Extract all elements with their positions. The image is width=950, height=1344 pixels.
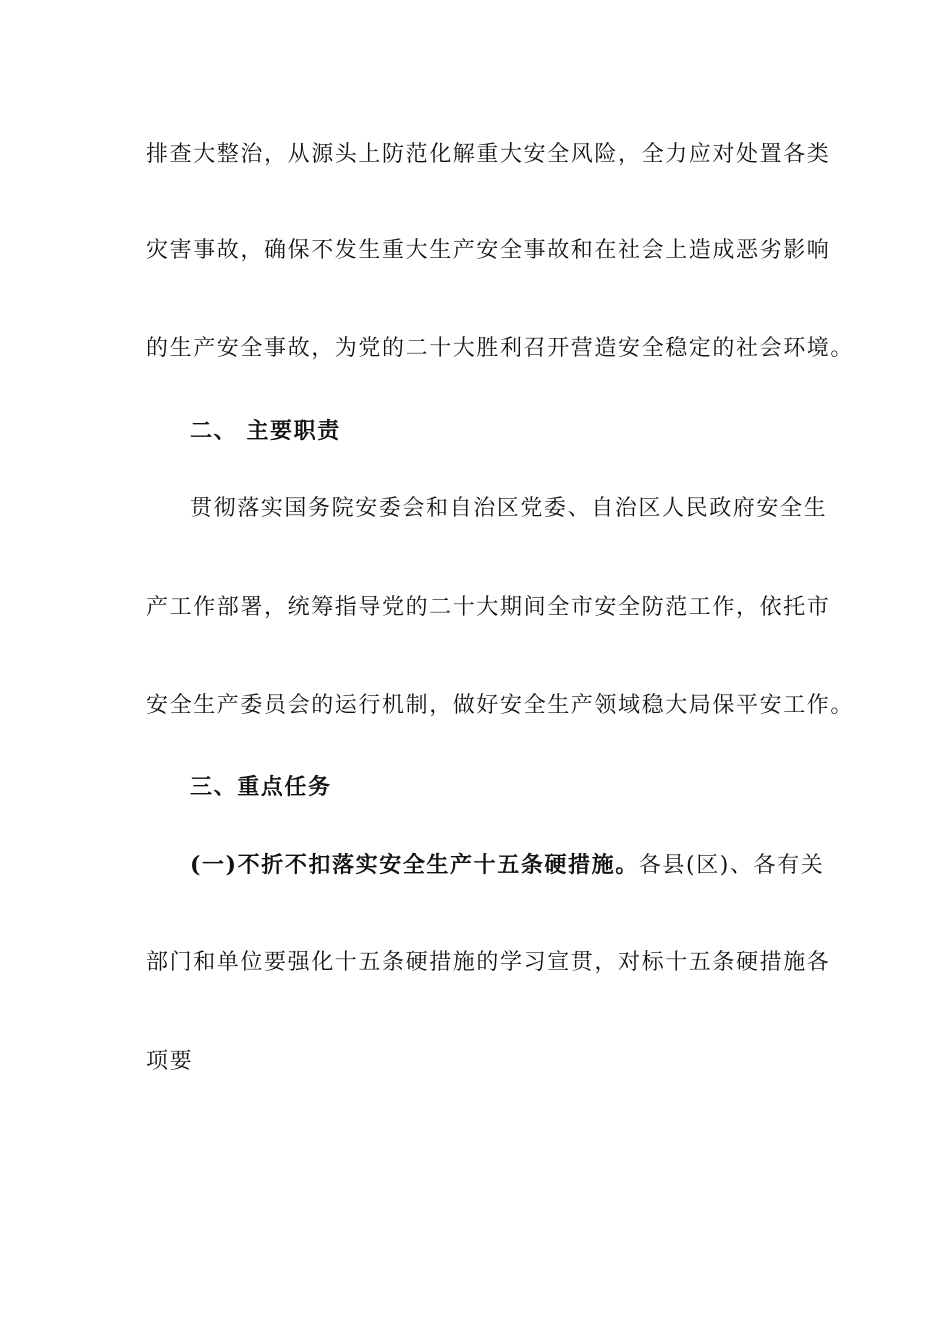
paragraph-line: 部门和单位要强化十五条硬措施的学习宣贯，对标十五条硬措施各 [146, 950, 831, 975]
task-item-text: 各县(区)、各有关 [638, 853, 825, 878]
paragraph-line: 项要 [146, 1049, 194, 1074]
paragraph-line: 排查大整治，从源头上防范化解重大安全风险，全力应对处置各类 [146, 142, 831, 167]
task-item-title: (一)不折不扣落实安全生产十五条硬措施。 [190, 852, 639, 878]
paragraph-line: 安全生产委员会的运行机制，做好安全生产领域稳大局保平安工作。 [146, 693, 855, 718]
task-item-lead-line [190, 850, 870, 881]
paragraph-line: 的生产安全事故，为党的二十大胜利召开营造安全稳定的社会环境。 [146, 336, 855, 361]
paragraph-line: 产工作部署，统筹指导党的二十大期间全市安全防范工作，依托市 [146, 595, 831, 620]
section-heading-main-duties: 二、 主要职责 [190, 418, 341, 444]
paragraph-line: 灾害事故，确保不发生重大生产安全事故和在社会上造成恶劣影响 [146, 238, 831, 263]
section-heading-key-tasks: 三、重点任务 [190, 774, 332, 800]
paragraph-line: 贯彻落实国务院安委会和自治区党委、自治区人民政府安全生 [190, 496, 828, 521]
